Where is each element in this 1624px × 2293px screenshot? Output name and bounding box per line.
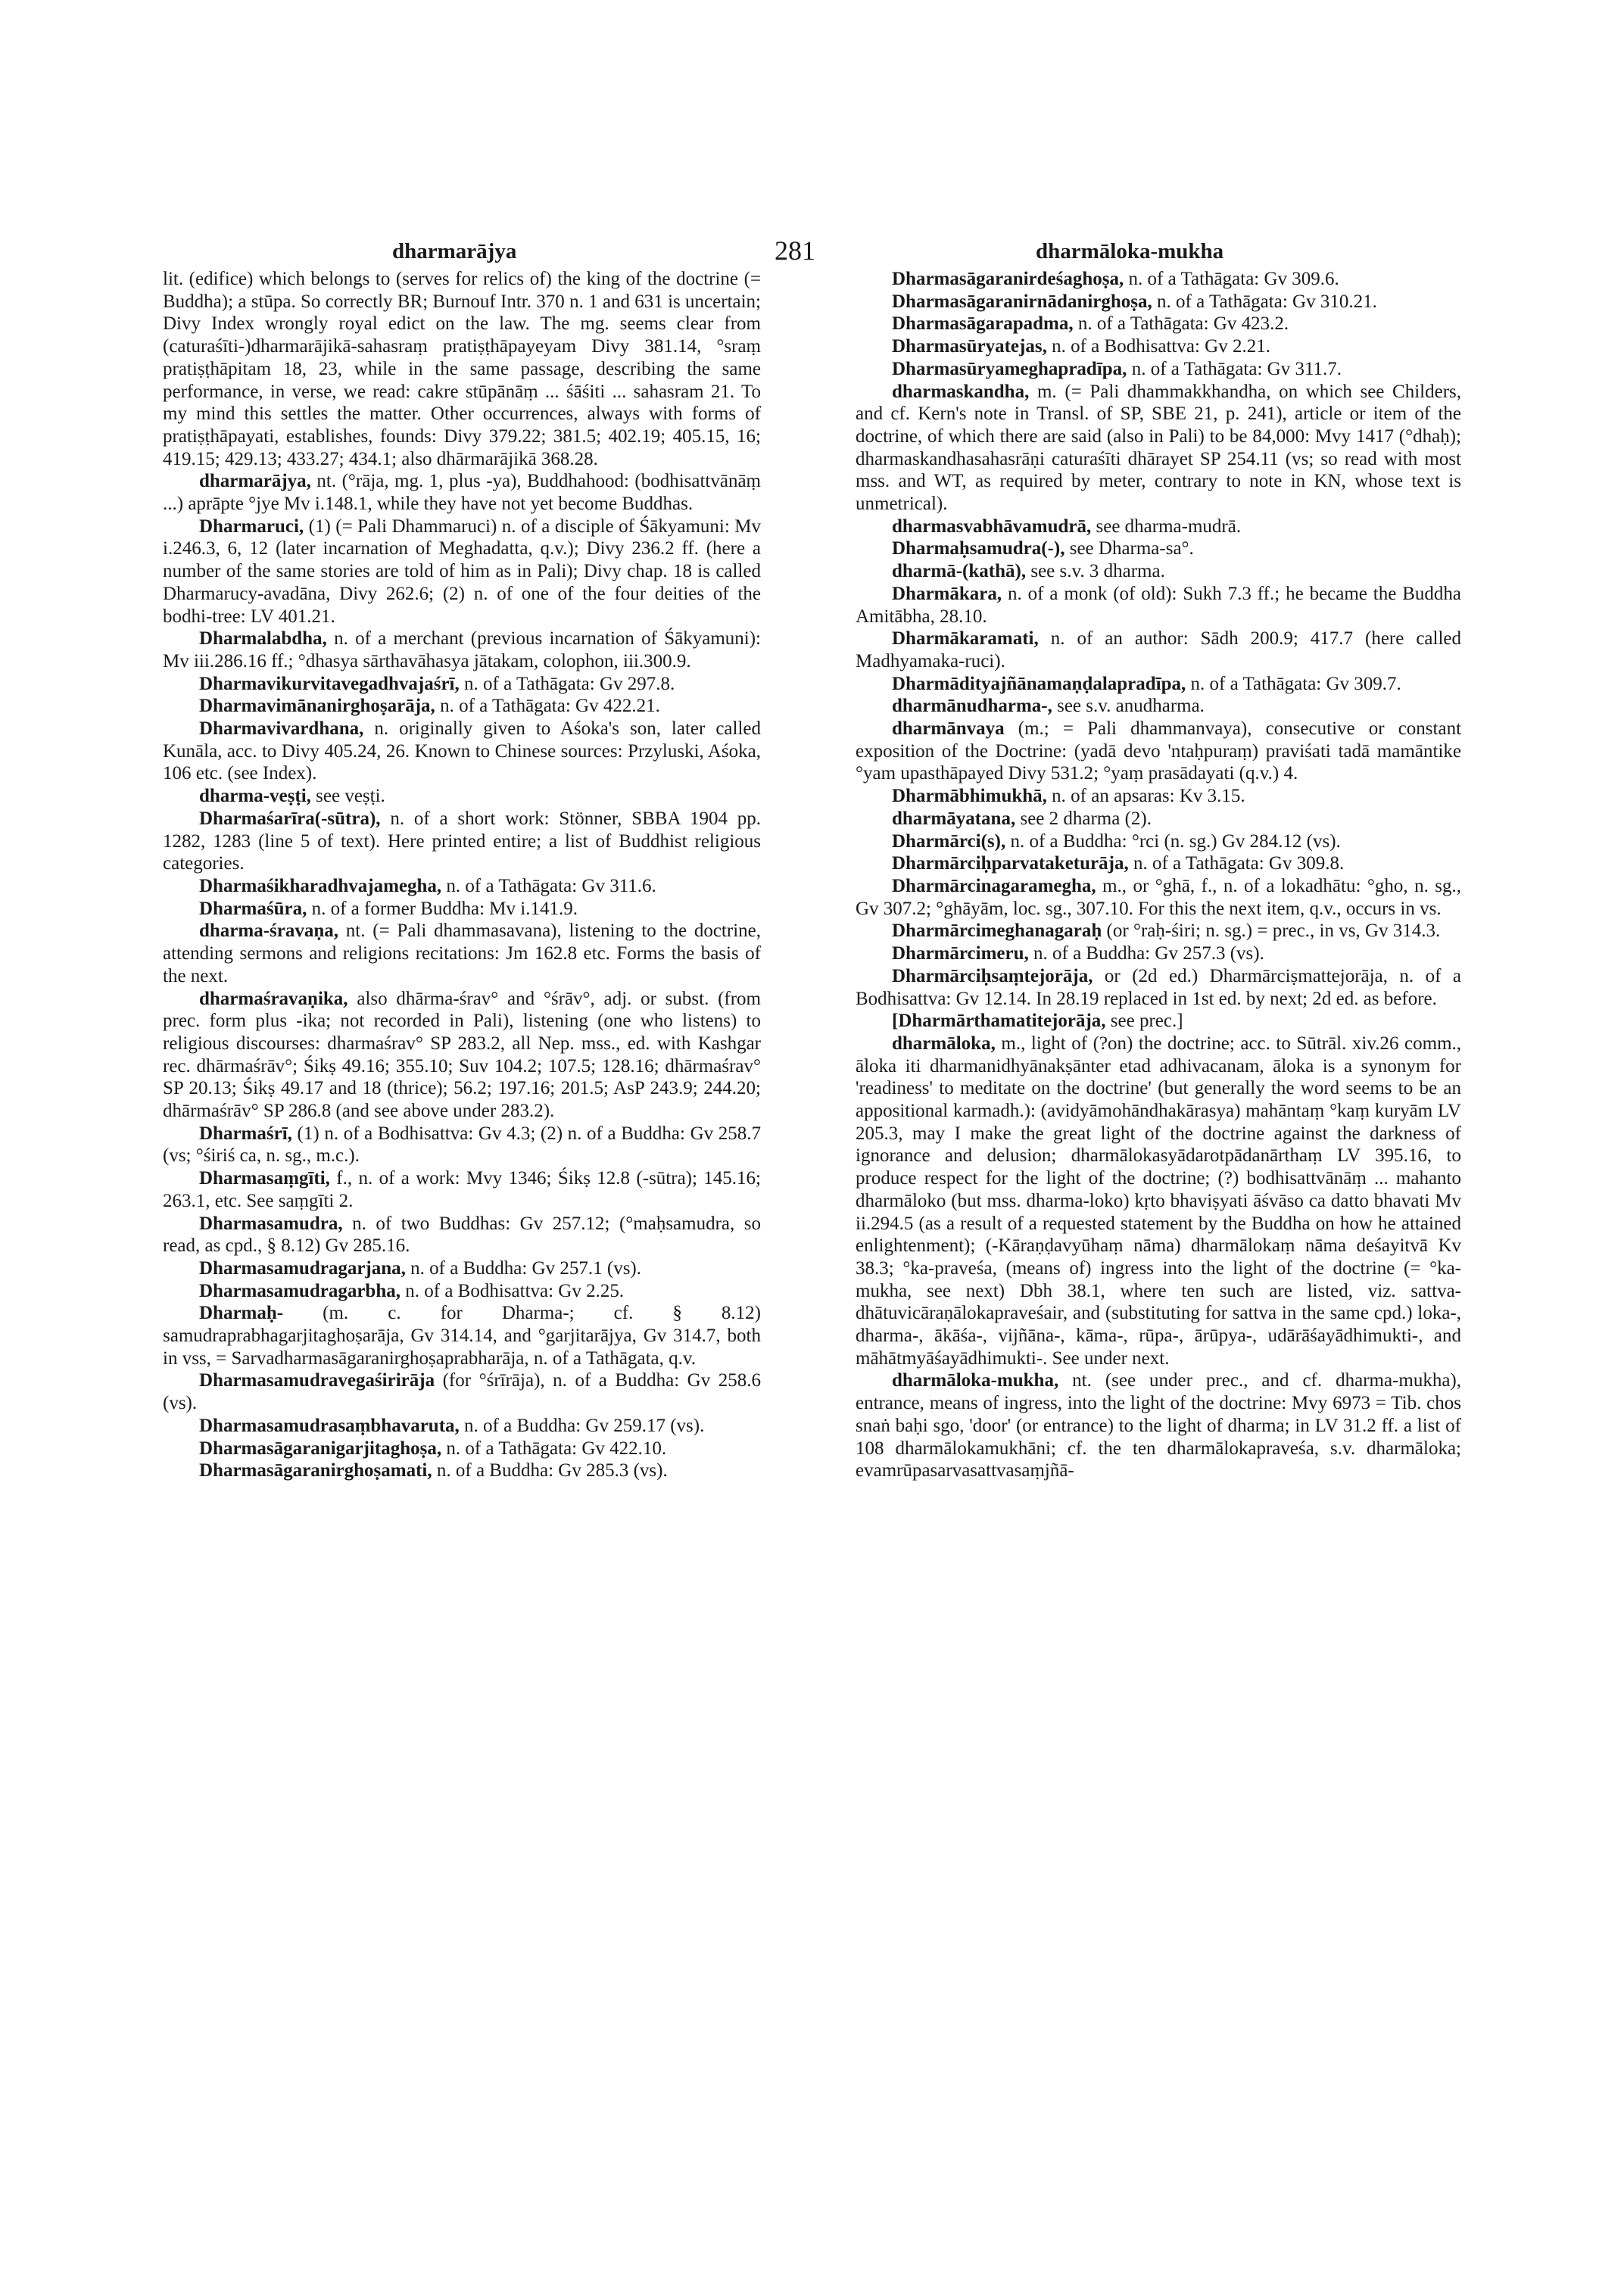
entry-headword: dharmāyatana, [892,808,1016,829]
entry-text: (1) (= Pali Dhammaruci) n. of a disciple of Śākyamuni: Mv i.246.3, 6, 12 (later incarnation of Meghadatta, q.v.); Divy 236.2 ff. (here a number of the same stories are told of him as in Pali); Divy chap. 18 is called Dharmarucy-avadāna, Divy 262.6; (2) n. of one of the four deities of the bodhi-tree: LV 401.21. [163,516,762,627]
entry-text: n. originally given to Aśoka's son, later called Kunāla, acc. to Divy 405.24, 26. Known to Chinese sources: Przyluski, Aśoka, 106 etc. (see Index). [163,718,761,784]
entry-headword: Dharmaśūra, [199,898,307,919]
entry-text: m., light of (?on) the doctrine; acc. to Sūtrāl. xiv.26 comm., āloka iti dharmanidhyānakṣānter etad adhivacanam, āloka is a synonym for 'readiness' to meditate on the doctrine' (but generally the word seems to be an appositional karmadh.): (avidyāmohāndhakārasya) mahāntaṃ °kaṃ kuryām LV 205.3, may I make the great light of the doctrine against the darkness of ignorance and delusion; dharmālokasyādarotpādanārthaṃ LV 395.16, to produce respect for the light of the doctrine; (?) bodhisattvānāṃ ... mahanto dharmāloko (but mss. dharma-loko) kṛto bhaviṣyati āśvāso ca datto bhavati Mv ii.294.5 (as a result of a requested statement by the Buddha on how he attained enlightenment); (-Kāraṇḍavyūhaṃ nāma) dharmālokaṃ nāma deśayitvā Kv 38.3; °ka-praveśa, (means of) ingress into the light of the doctrine (= °ka-mukha, see next) Dbh 38.1, where ten such are listed, viz. sattva-dhātuvicāraṇālokapraveśair, and (substituting for sattva in the same cpd.) loka-, dharma-, ākāśa-, vijñāna-, kāma-, rūpa-, ārūpya-, udārāśayādhimukti-, and māhātmyāśayādhimukti-. See under next. [856,1033,1462,1369]
entry-text: n. of a Buddha: Gv 285.3 (vs). [436,1460,668,1481]
left-running-headword: dharmarājya [392,239,517,263]
dictionary-entry [163,1460,761,1482]
entry-headword: dharmaskandha, [892,381,1030,402]
entry-headword: Dharmaśarīra(-sūtra), [199,808,381,829]
dictionary-entry [163,1302,761,1369]
entry-text: see s.v. anudharma. [1057,696,1205,717]
entry-text: n. of a Tathāgata: Gv 311.6. [446,875,656,896]
dictionary-entry [163,808,761,875]
entry-text: (1) n. of a Bodhisattva: Gv 4.3; (2) n. of a Buddha: Gv 258.7 (vs; °śiriś ca, n. sg., m.c.). [163,1123,762,1167]
dictionary-entry [163,1369,761,1414]
entry-text: n. of a Tathāgata: Gv 309.7. [1190,673,1401,694]
entry-text: see prec.] [1110,1011,1183,1032]
entry-headword: Dharmārcimeru, [892,943,1029,964]
entry-text: (m. c. for Dharma-; cf. § 8.12) samudraprabhagarjitaghoṣarāja, Gv 314.14, and °garjitarājya, Gv 314.7, both in vss, = Sarvadharmasāgaranirghoṣaprabharāja, n. of a Tathāgata, q.v. [163,1303,761,1369]
dictionary-entry [856,313,1461,335]
dictionary-entry [163,1257,761,1280]
entry-text: n. of a short work: Stönner, SBBA 1904 pp. 1282, 1283 (line 5 of text). Here printed entire; a list of Buddhist religious categories. [163,808,761,874]
entry-text: n. of a Buddha: Gv 257.3 (vs). [1033,943,1264,964]
entry-text: n. of a Buddha: °rci (n. sg.) Gv 284.12 (vs). [1010,830,1341,852]
entry-text: or (2d ed.) Dharmārciṣmattejorāja, n. of a Bodhisattva: Gv 12.14. In 28.19 replaced in 1st ed. by next; 2d ed. as before. [856,965,1462,1009]
entry-text: n. of a Bodhisattva: Gv 2.25. [405,1280,625,1301]
entry-text: n. of a Buddha: Gv 257.1 (vs). [410,1257,641,1279]
entry-text: nt. (see under prec., and cf. dharma-mukha), entrance, means of ingress, into the light of the doctrine: Mvy 6973 = Tib. chos snaṅ baḥi sgo, 'door' (or entrance) to the light of dharma; in LV 31.2 ff. a list of 108 dharmālokamukhāni; cf. the ten dharmālokapraveśa, s.v. dharmāloka; evamrūpasarvasattvasaṃjñā- [856,1370,1461,1481]
entry-headword: Dharmasāgaranigarjitaghoṣa, [199,1438,442,1459]
entry-text: n. of a Tathāgata: Gv 297.8. [464,673,675,694]
entry-text: n. of a Tathāgata: Gv 309.8. [1133,853,1345,874]
entry-text: f., n. of a work: Mvy 1346; Śikṣ 12.8 (-sūtra); 145.16; 263.1, etc. See saṃgīti 2. [163,1168,761,1211]
entry-headword: dharmāloka, [892,1033,996,1054]
dictionary-entry [856,583,1461,628]
entry-headword: Dharmasamudra, [199,1213,343,1234]
entry-text: n. of a Tathāgata: Gv 311.7. [1131,358,1342,379]
dictionary-entry [856,516,1461,538]
entry-headword: Dharmārci(s), [892,830,1006,852]
entry-headword: Dharmasūryameghapradīpa, [892,358,1127,379]
entry-headword: Dharmaruci, [199,516,304,537]
dictionary-entry [856,718,1461,785]
entry-headword: Dharmākara, [892,583,1002,604]
dictionary-entry [856,537,1461,560]
entry-headword: Dharmasamudravegaśirirāja [199,1370,435,1391]
entry-headword: Dharmārcinagaramegha, [892,875,1096,896]
dictionary-entry [856,1010,1461,1033]
dictionary-entry [856,560,1461,583]
entry-headword: Dharmaḥsamudra(-), [892,538,1065,559]
entry-headword: Dharmavivardhana, [199,718,364,740]
dictionary-entry [856,268,1461,291]
dictionary-entry [163,516,761,628]
entry-headword: Dharmasamudragarbha, [199,1280,401,1301]
entry-headword: Dharmasūryatejas, [892,336,1047,357]
entry-text: n. of two Buddhas: Gv 257.12; (°maḥsamudra, so read, as cpd., § 8.12) Gv 285.16. [163,1213,761,1257]
dictionary-entry [163,875,761,898]
entry-text: n. of an author: Sādh 200.9; 417.7 (here called Madhyamaka-ruci). [856,628,1462,671]
entry-text: nt. (= Pali dhammasavana), listening to the doctrine, attending sermons and religions recitations: Jm 162.8 etc. Forms the basis of the next. [163,921,761,986]
page-number: 281 [775,235,815,266]
entry-text: see 2 dharma (2). [1020,808,1152,829]
entry-text: n. of a monk (of old): Sukh 7.3 ff.; he became the Buddha Amitābha, 28.10. [856,583,1461,627]
entry-text: see veṣṭi. [316,786,385,807]
right-column [856,268,1461,1482]
entry-headword: Dharmasāgaranirghoṣamati, [199,1460,432,1481]
dictionary-entry [856,852,1461,875]
dictionary-entry [856,830,1461,853]
dictionary-entry [163,695,761,718]
dictionary-entry [163,718,761,785]
entry-headword: dharma-śravaṇa, [199,921,339,942]
entry-headword: Dharmavimānanirghoṣarāja, [199,696,435,717]
dictionary-entry [856,942,1461,965]
dictionary-entry [163,920,761,987]
entry-headword: Dharmaśikharadhvajamegha, [199,875,442,896]
entry-headword: Dharmasaṃgīti, [199,1168,330,1189]
entry-headword: dharmānudharma-, [892,696,1052,717]
entry-headword: dharmānvaya [892,718,1005,740]
entry-text: lit. (edifice) which belongs to (serves for relics of) the king of the doctrine (= Buddha); a stūpa. So correctly BR; Burnouf Intr. 370 n. 1 and 631 is uncertain; Divy Index wrongly royal edict on the law. The mg. seems clear from (caturaśīti-)dharmarājikā-sahasraṃ pratiṣṭhāpayeyam Divy 381.14, °sraṃ pratiṣṭhāpitam 18, 23, while in the same passage, describing the same performance, in verse, we read: cakre stūpānāṃ ... śāśiti ... sahasram 21. To my mind this settles the matter. Other occurrences, always with forms of pratiṣṭhāpayati, establishes, founds: Divy 379.22; 381.5; 402.19; 405.15, 16; 419.15; 429.13; 433.27; 434.1; also dhārmarājikā 368.28. [163,269,761,469]
entry-headword: Dharmasamudragarjana, [199,1257,406,1279]
entry-headword: Dharmādityajñānamaṇḍalapradīpa, [892,673,1186,694]
dictionary-entry [856,965,1461,1010]
entry-headword: Dharmaśrī, [199,1123,292,1144]
entry-text: n. of a Tathāgata: Gv 423.2. [1077,313,1289,335]
entry-text: see Dharma-sa°. [1069,538,1194,559]
dictionary-entry [163,1167,761,1212]
dictionary-entry [856,381,1461,516]
entry-text: m., or °ghā, f., n. of a lokadhātu: °gho, n. sg., Gv 307.2; °ghāyām, loc. sg., 307.10. For this the next item, q.v., occurs in vs. [856,875,1461,919]
entry-text: n. of a Tathāgata: Gv 309.6. [1128,269,1339,289]
entry-headword: Dharmaḥ- [199,1303,284,1324]
entry-headword: dharma-veṣṭi, [199,786,311,807]
dictionary-entry [856,875,1461,920]
dictionary-entry [163,1280,761,1303]
entry-headword: Dharmārciḥsaṃtejorāja, [892,965,1093,986]
dictionary-entry [163,1123,761,1167]
dictionary-entry [856,673,1461,696]
dictionary-entry [163,898,761,921]
entry-text: (m.; = Pali dhammanvaya), consecutive or constant exposition of the Doctrine: (yadā devo 'ntaḥpuraṃ) praviśati tadā mamāntike °yam upasthāpayed Divy 531.2; °yaṃ prasādayati (q.v.) 4. [856,718,1462,784]
entry-headword: dharmaśravaṇika, [199,988,348,1009]
entry-headword: Dharmārcimeghanagaraḥ [892,921,1102,942]
dictionary-entry [163,673,761,696]
dictionary-entry [856,358,1461,381]
left-column [163,268,761,1482]
entry-headword: dharmāloka-mukha, [892,1370,1059,1391]
dictionary-entry [163,470,761,515]
entry-headword: Dharmākaramati, [892,628,1039,650]
entry-text: (for °śrīrāja), n. of a Buddha: Gv 258.6 (vs). [163,1370,761,1414]
dictionary-entry [163,268,761,470]
right-running-headword: dharmāloka-mukha [1036,239,1224,263]
entry-text: see dharma-mudrā. [1096,516,1242,537]
dictionary-entry [163,1415,761,1438]
dictionary-entry [856,920,1461,942]
entry-text: n. of a Bodhisattva: Gv 2.21. [1052,336,1270,357]
dictionary-entry [856,808,1461,830]
entry-headword: dharmā-(kathā), [892,561,1027,582]
dictionary-entry [856,695,1461,718]
entry-headword: Dharmavikurvitavegadhvajaśrī, [199,673,460,694]
dictionary-entry [856,335,1461,358]
entry-text: nt. (°rāja, mg. 1, plus -ya), Buddhahood: (bodhisattvānāṃ ...) aprāpte °jye Mv i.148.1, while they have not yet become Buddhas. [163,471,762,515]
dictionary-entry [163,785,761,808]
entry-text: n. of a former Buddha: Mv i.141.9. [311,898,578,919]
entry-text: n. of a Tathāgata: Gv 422.10. [446,1438,667,1459]
entry-headword: Dharmalabdha, [199,628,327,650]
dictionary-entry [163,1213,761,1257]
page-header [0,235,1624,268]
entry-text: m. (= Pali dhammakkhandha, on which see Childers, and cf. Kern's note in Transl. of SP, SBE 21, p. 241), article or item of the doctrine, of which there are said (also in Pali) to be 84,000: Mvy 1417 (°dhaḥ); dharmaskandhasahasrāṇi caturaśīti dhārayet SP 254.11 (vs; so read with most mss. and WT, as required by meter, contrary to note in KN, whose text is unmetrical). [856,381,1462,515]
dictionary-entry [163,988,761,1123]
dictionary-entry [163,628,761,672]
entry-text: also dhārma-śrav° and °śrāv°, adj. or subst. (from prec. form plus -ika; not recorded in Pali), listening (one who listens) to religious discourses: dharmaśrav° SP 283.2, all Nep. mss., ed. with Kashgar rec. dhārmaśrāv°; Śikṣ 49.16; 355.10; Suv 104.2; 107.5; 128.16; dhārmaśrav° SP 20.13; Śikṣ 49.17 and 18 (thrice); 56.2; 197.16; 201.5; AsP 243.9; 244.20; dhārmaśrāv° SP 286.8 (and see above under 283.2). [163,988,761,1122]
dictionary-entry [856,1033,1461,1370]
dictionary-entry [856,291,1461,313]
entry-text: see s.v. 3 dharma. [1030,561,1165,582]
entry-text: (or °raḥ-śiri; n. sg.) = prec., in vs, Gv 314.3. [1106,921,1441,942]
entry-headword: Dharmasāgaranirnādanirghoṣa, [892,291,1152,312]
entry-headword: dharmarājya, [199,471,311,492]
entry-headword: Dharmasāgarapadma, [892,313,1074,335]
dictionary-entry [856,628,1461,672]
dictionary-entry [856,785,1461,808]
dictionary-entry [163,1438,761,1460]
entry-headword: dharmasvabhāvamudrā, [892,516,1092,537]
entry-text: n. of a merchant (previous incarnation of Śākyamuni): Mv iii.286.16 ff.; °dhasya sārthavāhasya jātakam, colophon, iii.300.9. [163,628,762,671]
entry-text: n. of an apsaras: Kv 3.15. [1052,786,1245,807]
entry-text: n. of a Buddha: Gv 259.17 (vs). [464,1415,705,1436]
entry-headword: Dharmasamudrasaṃbhavaruta, [199,1415,460,1436]
entry-headword: Dharmasāgaranirdeśaghoṣa, [892,269,1124,289]
entry-headword: Dharmābhimukhā, [892,786,1047,807]
entry-text: n. of a Tathāgata: Gv 422.21. [440,696,660,717]
entry-headword: Dharmārciḥparvataketurāja, [892,853,1129,874]
entry-headword: [Dharmārthamatitejorāja, [892,1011,1106,1032]
entry-text: n. of a Tathāgata: Gv 310.21. [1157,291,1377,312]
dictionary-entry [856,1369,1461,1482]
